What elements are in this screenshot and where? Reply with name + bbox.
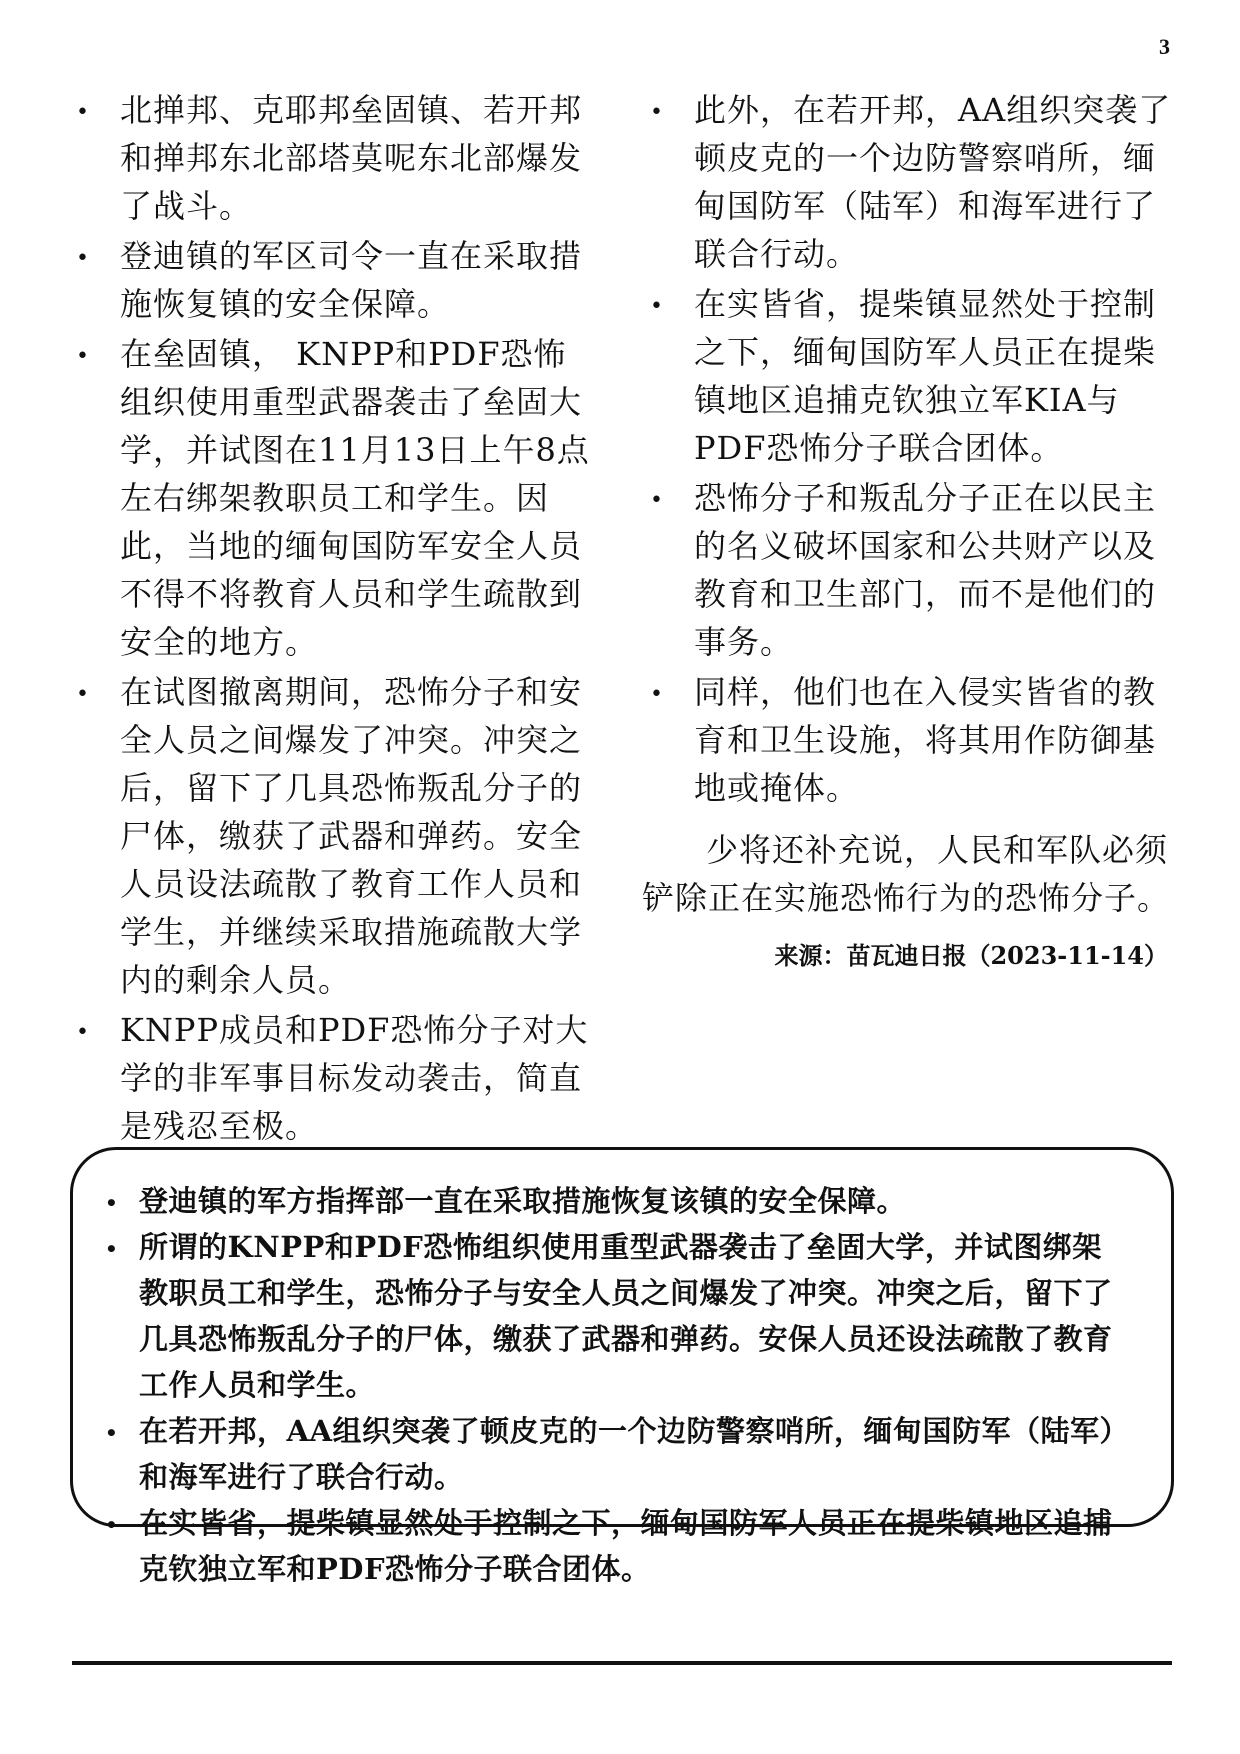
bullet-icon: • — [76, 100, 90, 125]
bullet-icon: • — [76, 344, 90, 369]
bullet-icon: • — [105, 1237, 119, 1261]
list-item — [101, 1178, 1131, 1224]
list-item-text: 同样，他们也在入侵实皆省的教育和卫生设施，将其用作防御基地或掩体。 — [694, 673, 1157, 807]
list-item — [68, 668, 598, 1004]
list-item-text: 所谓的KNPP和PDF恐怖组织使用重型武器袭击了垒固大学，并试图绑架教职员工和学生，恐怖分子与安全人员之间爆发了冲突。冲突之后，留下了几具恐怖叛乱分子的尸体，缴获了武器和弹药。安保人员还设法疏散了教育工作人员和学生。 — [139, 1230, 1113, 1402]
list-item — [642, 280, 1172, 472]
summary-bullet-list — [101, 1178, 1131, 1592]
list-item-text: 在实皆省，提柴镇显然处于控制之下，缅甸国防军人员正在提柴镇地区追捕克钦独立军和PDF恐怖分子联合团体。 — [139, 1506, 1113, 1586]
list-item-text: 登迪镇的军区司令一直在采取措施恢复镇的安全保障。 — [120, 237, 583, 323]
page-number: 3 — [1159, 34, 1170, 59]
list-item — [642, 86, 1172, 278]
list-item — [68, 330, 598, 666]
list-item-text: 此外，在若开邦，AA组织突袭了顿皮克的一个边防警察哨所，缅甸国防军（陆军）和海军进行了联合行动。 — [694, 91, 1172, 273]
list-item-text: KNPP成员和PDF恐怖分子对大学的非军事目标发动袭击，简直是残忍至极。 — [120, 1011, 589, 1145]
bottom-divider — [72, 1661, 1172, 1665]
list-item-text: 登迪镇的军方指挥部一直在采取措施恢复该镇的安全保障。 — [139, 1184, 907, 1218]
summary-box — [70, 1147, 1174, 1586]
list-item-text: 在垒固镇， KNPP和PDF恐怖组织使用重型武器袭击了垒固大学，并试图在11月13日上午8点左右绑架教职员工和学生。因此，当地的缅甸国防军安全人员不得不将教育人员和学生疏散到安全的地方。 — [120, 335, 590, 661]
list-item — [101, 1500, 1131, 1592]
bullet-icon: • — [76, 1020, 90, 1045]
bullet-icon: • — [105, 1421, 119, 1445]
article-columns — [68, 86, 1172, 1152]
right-bullet-list — [642, 86, 1172, 812]
closing-paragraph: 少将还补充说，人民和军队必须铲除正在实施恐怖行为的恐怖分子。 — [642, 831, 1171, 917]
bullet-icon: • — [650, 100, 664, 125]
list-item — [68, 232, 598, 328]
list-item — [68, 86, 598, 230]
list-item — [642, 474, 1172, 666]
source-line: 来源：苗瓦迪日报（2023-11-14） — [774, 941, 1168, 970]
bullet-icon: • — [650, 294, 664, 319]
list-item-text: 北掸邦、克耶邦垒固镇、若开邦和掸邦东北部塔莫呢东北部爆发了战斗。 — [120, 91, 583, 225]
bullet-icon: • — [76, 246, 90, 271]
list-item — [101, 1408, 1131, 1500]
bullet-icon: • — [76, 682, 90, 707]
left-bullet-list — [68, 86, 598, 1150]
list-item-text: 恐怖分子和叛乱分子正在以民主的名义破坏国家和公共财产以及教育和卫生部门，而不是他们的事务。 — [694, 479, 1157, 661]
list-item — [642, 668, 1172, 812]
bullet-icon: • — [105, 1191, 119, 1215]
bullet-icon: • — [105, 1513, 119, 1537]
list-item — [68, 1006, 598, 1150]
list-item-text: 在试图撤离期间，恐怖分子和安全人员之间爆发了冲突。冲突之后，留下了几具恐怖叛乱分子的尸体，缴获了武器和弹药。安全人员设法疏散了教育工作人员和学生，并继续采取措施疏散大学内的剩余人员。 — [120, 673, 583, 999]
left-column — [68, 86, 598, 1152]
right-column — [642, 86, 1172, 1152]
list-item-text: 在实皆省，提柴镇显然处于控制之下，缅甸国防军人员正在提柴镇地区追捕克钦独立军KIA与PDF恐怖分子联合团体。 — [694, 285, 1157, 467]
bullet-icon: • — [650, 682, 664, 707]
list-item — [101, 1224, 1131, 1408]
list-item-text: 在若开邦，AA组织突袭了顿皮克的一个边防警察哨所，缅甸国防军（陆军）和海军进行了联合行动。 — [139, 1414, 1130, 1494]
bullet-icon: • — [650, 488, 664, 513]
